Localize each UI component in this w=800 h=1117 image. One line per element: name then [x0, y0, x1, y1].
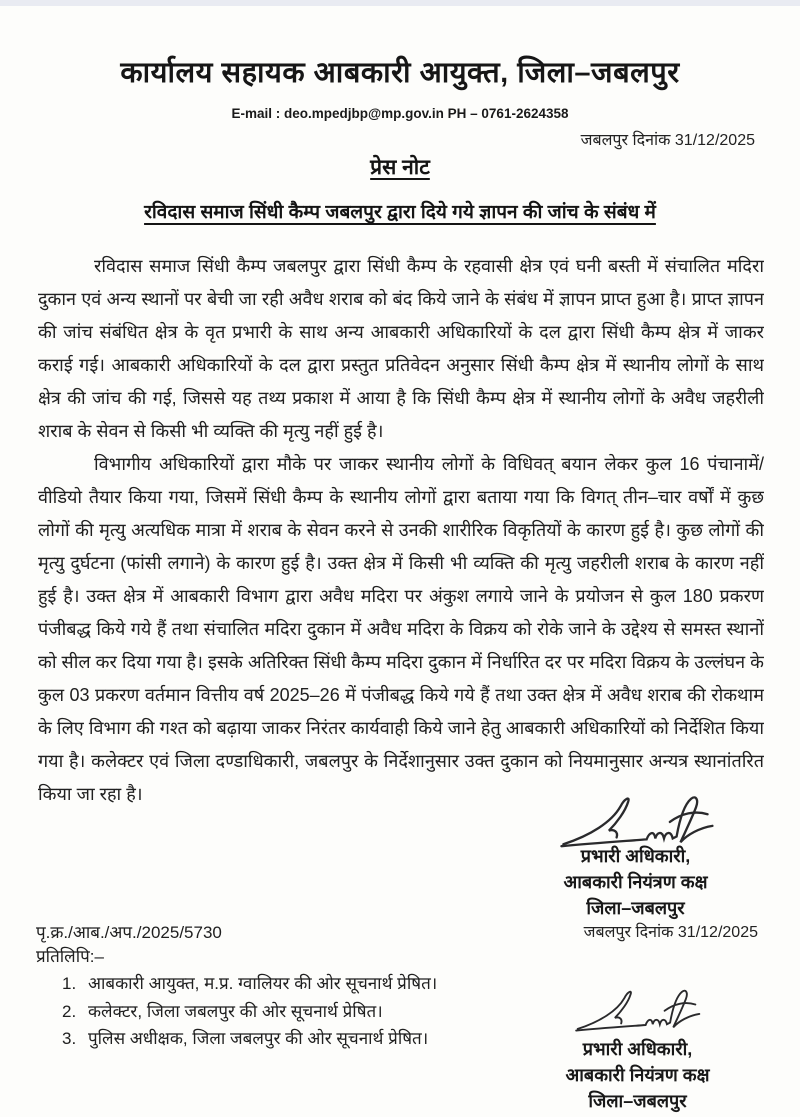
- signatory-designation: प्रभारी अधिकारी,: [580, 846, 691, 866]
- header-place-date: जबलपुर दिनांक 31/12/2025: [580, 132, 755, 149]
- item-text: पुलिस अधीक्षक, जिला जबलपुर की ओर सूचनार्थ प्रेषित।: [88, 1029, 429, 1048]
- paragraph-1: रविदास समाज सिंधी कैम्प जबलपुर द्वारा सिंधी कैम्प के रहवासी क्षेत्र एवं घनी बस्ती में संचालित मदिरा दुकान एवं अन्य स्थानों पर बेची जा रही अवैध शराब को बंद किये जाने के संबंध में ज्ञापन प्राप्त हुआ है। प्राप्त ज्ञापन की जांच संबंधित क्षेत्र के वृत प्रभारी के साथ अन्य आबकारी अधिकारियों के दल द्वारा सिंधी कैम्प क्षेत्र में जाकर कराई गई। आबकारी अधिकारियों के दल द्वारा प्रस्तुत प्रतिवेदन अनुसार सिंधी कैम्प क्षेत्र में स्थानीय लोगों के साथ क्षेत्र की जांच की गई, जिससे यह तथ्य प्रकाश में आया है कि सिंधी कैम्प क्षेत्र में स्थानीय लोगों के अवैध जहरीली शराब के सेवन से किसी भी व्यक्ति की मृत्यु नहीं हुई है।: [38, 256, 764, 441]
- body-text: [38, 250, 764, 816]
- signature-scribble-icon: [552, 791, 747, 851]
- copy-to-item: [62, 970, 437, 998]
- copy-to-item: [62, 998, 437, 1026]
- item-text: आबकारी आयुक्त, म.प्र. ग्वालियर की ओर सूचनार्थ प्रेषित।: [88, 974, 438, 993]
- item-number: 3.: [62, 1029, 77, 1048]
- signatory-office: आबकारी नियंत्रण कक्ष: [565, 1065, 710, 1085]
- item-number: 1.: [62, 974, 77, 993]
- scan-edge-strip: [0, 0, 800, 6]
- contact-line: E-mail : deo.mpedjbp@mp.gov.in PH – 0761-2624358: [231, 106, 569, 121]
- copy-to-label: प्रतिलिपि:–: [36, 947, 104, 966]
- office-title: कार्यालय सहायक आबकारी आयुक्त, जिला–जबलपुर: [120, 57, 680, 89]
- signature-scribble-icon: [573, 982, 723, 1038]
- secondary-signature-block: [530, 1036, 745, 1114]
- signature-place-date: जबलपुर दिनांक 31/12/2025: [583, 924, 758, 941]
- signatory-designation: प्रभारी अधिकारी,: [582, 1039, 693, 1059]
- copy-to-list: [62, 970, 437, 1053]
- item-number: 2.: [62, 1001, 77, 1021]
- item-text: कलेक्टर, जिला जबलपुर की ओर सूचनार्थ प्रेषित।: [88, 1001, 383, 1021]
- copy-to-item: [62, 1025, 437, 1053]
- subject-line: रविदास समाज सिंधी कैम्प जबलपुर द्वारा दिये गये ज्ञापन की जांच के संबंध में: [144, 202, 656, 223]
- paragraph-2: विभागीय अधिकारियों द्वारा मौके पर जाकर स्थानीय लोगों के विधिवत् बयान लेकर कुल 16 पंचानामें/वीडियो तैयार किया गया, जिसमें सिंधी कैम्प के स्थानीय लोगों द्वारा बताया गया कि विगत् तीन–चार वर्षों में कुछ लोगों की मृत्यु अत्यधिक मात्रा में शराब के सेवन करने से उनकी शारीरिक विकृतियों के कारण हुई है। कुछ लोगों की मृत्यु दुर्घटना (फांसी लगाने) के कारण हुई है। उक्त क्षेत्र में किसी भी व्यक्ति की मृत्यु जहरीली शराब के कारण नहीं हुई है। उक्त क्षेत्र में आबकारी विभाग द्वारा अवैध मदिरा पर अंकुश लगाये जाने के प्रयोजन से कुल 180 प्रकरण पंजीबद्ध किये गये हैं तथा संचालित मदिरा दुकान में अवैध मदिरा के विक्रय को रोके जाने के उद्देश्य से समस्त स्थानों को सील कर दिया गया है। इसके अतिरिक्त सिंधी कैम्प मदिरा दुकान में निर्धारित दर पर मदिरा विक्रय के उल्लंघन के कुल 03 प्रकरण वर्तमान वित्तीय वर्ष 2025–26 में पंजीबद्ध किये गये हैं तथा उक्त क्षेत्र में अवैध शराब की रोकथाम के लिए विभाग की गश्त को बढ़ाया जाकर निरंतर कार्यवाही किये जाने हेतु आबकारी अधिकारियों को निर्देशित किया गया है। कलेक्टर एवं जिला दण्डाधिकारी, जबलपुर के निर्देशानुसार उक्त दुकान को नियमानुसार अन्यत्र स्थानांतरित किया जा रहा है।: [38, 454, 764, 804]
- signatory-office: आबकारी नियंत्रण कक्ष: [563, 872, 708, 892]
- primary-signature-block: [533, 843, 738, 921]
- signatory-district: जिला–जबलपुर: [588, 1091, 687, 1111]
- signatory-district: जिला–जबलपुर: [586, 898, 685, 918]
- press-note-heading: प्रेस नोट: [370, 156, 430, 179]
- reference-number: पृ.क्र./आब./अप./2025/5730: [36, 923, 222, 942]
